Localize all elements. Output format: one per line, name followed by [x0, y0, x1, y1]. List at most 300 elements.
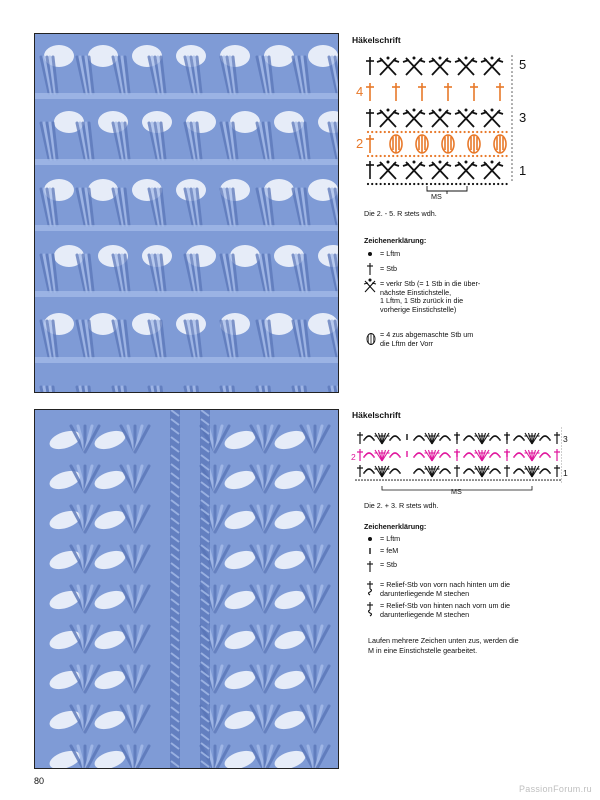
chain-band: [35, 291, 338, 297]
chain-dot: [423, 472, 425, 474]
row-marker-dot: [561, 427, 562, 428]
chain-dot: [401, 131, 403, 133]
shell-symbol: [375, 466, 390, 477]
row-marker-dot: [511, 95, 513, 97]
chain-dot: [493, 183, 495, 185]
chain-dot: [375, 183, 377, 185]
row-marker-dot: [511, 179, 513, 181]
row-marker-dot: [561, 466, 562, 467]
chain-dot: [472, 131, 474, 133]
crochet-chart-1: [352, 48, 542, 198]
chain-dot: [485, 183, 487, 185]
chain-dot: [489, 183, 491, 185]
chain-dot: [392, 183, 394, 185]
chain-dot: [506, 155, 508, 157]
row-marker-dot: [561, 481, 562, 482]
foundation-chain-dot: [532, 479, 534, 481]
verkr-stb-symbol: [455, 109, 477, 128]
foundation-chain-dot: [367, 479, 369, 481]
row-marker-dot: [511, 119, 513, 121]
chain-dot: [373, 472, 375, 474]
chain-band: [35, 93, 338, 99]
foundation-chain-dot: [433, 479, 435, 481]
foundation-chain-dot: [457, 479, 459, 481]
chain-dot: [455, 155, 457, 157]
row-marker-dot: [561, 430, 562, 431]
chain-dot: [447, 131, 449, 133]
foundation-chain-dot: [361, 479, 363, 481]
chain-dot: [422, 131, 424, 133]
foundation-chain-dot: [478, 479, 480, 481]
section2-repeat-note: Die 2. + 3. R stets wdh.: [364, 501, 439, 510]
section1-heading: Häkelschrift: [352, 35, 401, 45]
stb-symbol: [454, 465, 460, 477]
foundation-chain-dot: [481, 479, 483, 481]
foundation-chain-dot: [442, 479, 444, 481]
stb-symbol: [366, 135, 374, 153]
row-marker-dot: [511, 143, 513, 145]
chain-dot: [464, 183, 466, 185]
foundation-chain-dot: [445, 479, 447, 481]
stb-symbol: [366, 57, 374, 75]
row-marker-dot: [561, 457, 562, 458]
chain-dot: [497, 183, 499, 185]
chain-dot: [409, 131, 411, 133]
chain-dot: [413, 183, 415, 185]
chain-dot: [468, 155, 470, 157]
chain-dot: [384, 183, 386, 185]
chain-dot: [499, 472, 501, 474]
chain-dot: [489, 155, 491, 157]
verkr-stb-symbol: [377, 109, 399, 128]
chain-dot: [401, 155, 403, 157]
chart2-row-label-3: 3: [563, 434, 568, 444]
row-marker-dot: [561, 460, 562, 461]
cluster-symbol: [468, 135, 480, 153]
chain-dot: [384, 131, 386, 133]
foundation-chain-dot: [490, 479, 492, 481]
chain-dot: [380, 155, 382, 157]
chain-dot: [422, 155, 424, 157]
chain-dot: [422, 183, 424, 185]
chain-dot: [449, 439, 451, 441]
foundation-chain-dot: [556, 479, 558, 481]
stb-symbol: [366, 161, 374, 179]
foundation-chain-dot: [544, 479, 546, 481]
row-marker-dot: [511, 111, 513, 113]
verkr-stb-symbol: [481, 161, 503, 180]
legend1-cluster: = 4 zus abgemaschte Stb um die Lftm der Vorr: [380, 330, 474, 348]
foundation-chain-dot: [418, 479, 420, 481]
foundation-chain-dot: [517, 479, 519, 481]
chain-dot: [497, 131, 499, 133]
shell-symbol: [525, 450, 540, 461]
section2-legend-title: Zeichenerklärung:: [364, 522, 427, 531]
row-marker-dot: [561, 439, 562, 440]
row-marker-dot: [561, 469, 562, 470]
chain-dot: [426, 155, 428, 157]
chain-dot: [472, 155, 474, 157]
foundation-chain-dot: [496, 479, 498, 481]
foundation-chain-dot: [514, 479, 516, 481]
chain-dot: [375, 131, 377, 133]
row-marker-dot: [511, 55, 513, 57]
chain-dot: [426, 183, 428, 185]
chain-dot: [480, 131, 482, 133]
section1-repeat-note: Die 2. - 5. R stets wdh.: [364, 209, 437, 218]
chain-dot: [380, 131, 382, 133]
stb-symbol: [366, 109, 374, 127]
chain-dot: [499, 439, 501, 441]
chain-dot: [443, 183, 445, 185]
chain-dot: [493, 155, 495, 157]
crochet-sample-photo-1: [34, 33, 339, 393]
chain-dot: [388, 183, 390, 185]
legend2-relief-front: = Relief-Stb von vorn nach hinten um die darunterliegende M stechen: [380, 580, 511, 598]
chain-dot: [417, 131, 419, 133]
stb-symbol: [366, 83, 374, 101]
cluster-symbol: [390, 135, 402, 153]
shell-symbol: [375, 433, 390, 444]
row-marker-dot: [561, 454, 562, 455]
row-marker-dot: [511, 107, 513, 109]
stb-symbol: [554, 465, 560, 477]
foundation-chain-dot: [451, 479, 453, 481]
chain-dot: [438, 183, 440, 185]
chain-dot: [480, 183, 482, 185]
dagger-icon: [367, 561, 373, 572]
chain-dot: [501, 131, 503, 133]
chart1-ms-label: MS: [431, 192, 442, 201]
chain-dot: [443, 131, 445, 133]
chain-dot: [476, 131, 478, 133]
chain-dot: [371, 155, 373, 157]
row-marker-dot: [561, 475, 562, 476]
section1-legend-title: Zeichenerklärung:: [364, 236, 427, 245]
row-marker-dot: [561, 472, 562, 473]
verkr-stb-symbol: [403, 57, 425, 76]
chain-band: [35, 225, 338, 231]
legend2-stb: = Stb: [380, 560, 397, 569]
chain-dot: [451, 183, 453, 185]
chain-dot: [405, 155, 407, 157]
chain-dot: [367, 183, 369, 185]
page-number: 80: [34, 776, 45, 786]
verkr-stb-symbol: [403, 109, 425, 128]
chart1-row-label-4: 4: [356, 84, 364, 99]
relief-back-icon: [367, 602, 373, 616]
chain-dot: [371, 131, 373, 133]
foundation-chain-dot: [505, 479, 507, 481]
foundation-chain-dot: [412, 479, 414, 481]
row-marker-dot: [561, 478, 562, 479]
stb-symbol: [392, 83, 400, 101]
row-marker-dot: [511, 123, 513, 125]
chain-dot: [473, 472, 475, 474]
row-marker-dot: [511, 159, 513, 161]
foundation-chain-dot: [463, 479, 465, 481]
chain-dot: [468, 183, 470, 185]
shell-symbol: [475, 466, 490, 477]
foundation-chain-dot: [364, 479, 366, 481]
cluster-symbol: [494, 135, 506, 153]
shell-symbol: [475, 450, 490, 461]
row-marker-dot: [511, 71, 513, 73]
chain-dot: [455, 131, 457, 133]
verkr-stb-symbol: [377, 57, 399, 76]
chain-dot: [473, 456, 475, 458]
foundation-chain-dot: [550, 479, 552, 481]
foundation-chain-dot: [409, 479, 411, 481]
foundation-chain-dot: [424, 479, 426, 481]
watermark: PassionForum.ru: [518, 784, 592, 794]
chain-dot: [501, 183, 503, 185]
chain-dot: [485, 131, 487, 133]
chain-dot: [493, 131, 495, 133]
foundation-chain-dot: [427, 479, 429, 481]
chain-dot: [430, 183, 432, 185]
stb-symbol: [470, 83, 478, 101]
chain-dot: [380, 183, 382, 185]
foundation-chain-dot: [448, 479, 450, 481]
foundation-chain-dot: [358, 479, 360, 481]
row-marker-dot: [511, 59, 513, 61]
foundation-chain-dot: [487, 479, 489, 481]
row-marker-dot: [561, 436, 562, 437]
row-marker-dot: [511, 147, 513, 149]
foundation-chain-dot: [400, 479, 402, 481]
foundation-chain-dot: [460, 479, 462, 481]
foundation-chain-dot: [355, 479, 357, 481]
foundation-chain-dot: [394, 479, 396, 481]
cluster-icon: [367, 334, 375, 346]
legend2-lftm: = Lftm: [380, 534, 401, 543]
chart1-row-label-2: 2: [356, 136, 364, 151]
chain-dot: [405, 131, 407, 133]
chain-dot: [523, 439, 525, 441]
row-marker-dot: [511, 99, 513, 101]
chart2-ms-label: MS: [451, 487, 462, 496]
row-marker-dot: [511, 79, 513, 81]
foundation-chain-dot: [373, 479, 375, 481]
foundation-chain-dot: [499, 479, 501, 481]
foundation-chain-dot: [520, 479, 522, 481]
chain-dot: [506, 131, 508, 133]
row-marker-dot: [511, 163, 513, 165]
chain-dot: [476, 183, 478, 185]
chain-dot: [464, 131, 466, 133]
crochet-texture-1: [35, 34, 338, 392]
legend1-lftm: = Lftm: [380, 249, 401, 258]
verkr-stb-symbol: [429, 57, 451, 76]
chain-dot: [392, 155, 394, 157]
foundation-chain-dot: [475, 479, 477, 481]
chain-dot: [413, 131, 415, 133]
row-marker-dot: [511, 83, 513, 85]
row-marker-dot: [511, 91, 513, 93]
stb-symbol: [554, 432, 560, 444]
foundation-chain-dot: [382, 479, 384, 481]
foundation-chain-dot: [430, 479, 432, 481]
chain-dot: [523, 456, 525, 458]
chain-dot: [459, 131, 461, 133]
foundation-chain-dot: [541, 479, 543, 481]
dagger-icon: [367, 263, 373, 275]
chain-dot: [438, 131, 440, 133]
chain-dot: [409, 155, 411, 157]
chain-dot: [449, 456, 451, 458]
foundation-chain-dot: [454, 479, 456, 481]
chain-dot: [405, 183, 407, 185]
crochet-texture-2: [35, 410, 338, 768]
stb-symbol: [504, 465, 510, 477]
row-marker-dot: [511, 87, 513, 89]
foundation-chain-dot: [472, 479, 474, 481]
dot-icon: [368, 252, 372, 256]
chain-dot: [523, 472, 525, 474]
verkr-stb-symbol: [481, 57, 503, 76]
foundation-chain-dot: [523, 479, 525, 481]
chain-dot: [455, 183, 457, 185]
chain-dot: [396, 155, 398, 157]
chain-dot: [549, 472, 551, 474]
section2-note: Laufen mehrere Zeichen unten zus, werden die M in eine Einstichstelle gearbeitet.: [368, 636, 519, 655]
chain-dot: [409, 183, 411, 185]
section2-legend-icons: [362, 534, 382, 624]
chain-dot: [373, 439, 375, 441]
stb-symbol: [357, 432, 363, 444]
chain-dot: [426, 131, 428, 133]
chart2-row-label-1: 1: [563, 468, 568, 478]
foundation-chain-dot: [535, 479, 537, 481]
chain-dot: [367, 131, 369, 133]
chain-dot: [417, 155, 419, 157]
row-marker-dot: [511, 171, 513, 173]
chain-band: [35, 159, 338, 165]
stb-symbol: [357, 465, 363, 477]
chain-dot: [417, 183, 419, 185]
row-marker-dot: [511, 167, 513, 169]
legend1-verkr-stb: = verkr Stb (= 1 Stb in die über- nächste Einstichstelle, 1 Lftm, 1 Stb zurück in die vorherige Einstichstelle): [380, 279, 481, 314]
foundation-chain-dot: [421, 479, 423, 481]
chain-dot: [388, 131, 390, 133]
chain-dot: [459, 155, 461, 157]
row-marker-dot: [511, 131, 513, 133]
chart1-row-label-5: 5: [519, 57, 527, 72]
row-marker-dot: [511, 103, 513, 105]
foundation-chain-dot: [466, 479, 468, 481]
foundation-chain-dot: [415, 479, 417, 481]
foundation-chain-dot: [526, 479, 528, 481]
chain-dot: [396, 183, 398, 185]
chart1-row-label-1: 1: [519, 163, 527, 178]
row-marker-dot: [511, 135, 513, 137]
chain-dot: [447, 183, 449, 185]
row-marker-dot: [511, 115, 513, 117]
chain-dot: [438, 155, 440, 157]
chain-dot: [480, 155, 482, 157]
chain-dot: [399, 439, 401, 441]
chart2-row-label-2: 2: [351, 452, 356, 462]
row-marker-dot: [511, 127, 513, 129]
chain-dot: [473, 439, 475, 441]
shell-symbol: [525, 433, 540, 444]
foundation-chain-dot: [403, 479, 405, 481]
chain-dot: [501, 155, 503, 157]
chain-dot: [399, 456, 401, 458]
verkr-stb-symbol: [429, 109, 451, 128]
row-marker-dot: [511, 63, 513, 65]
foundation-chain-dot: [559, 479, 561, 481]
shell-symbol: [475, 433, 490, 444]
row-marker-dot: [511, 75, 513, 77]
row-marker-dot: [511, 155, 513, 157]
row-marker-dot: [561, 448, 562, 449]
foundation-chain-dot: [502, 479, 504, 481]
chain-dot: [476, 155, 478, 157]
foundation-chain-dot: [406, 479, 408, 481]
chain-dot: [396, 131, 398, 133]
chain-dot: [468, 131, 470, 133]
shell-symbol: [425, 466, 440, 477]
foundation-chain-dot: [391, 479, 393, 481]
chain-dot: [413, 155, 415, 157]
row-marker-dot: [561, 433, 562, 434]
stb-symbol: [418, 83, 426, 101]
foundation-chain-dot: [529, 479, 531, 481]
row-marker-dot: [561, 463, 562, 464]
row-marker-dot: [511, 175, 513, 177]
row-marker-dot: [511, 151, 513, 153]
foundation-chain-dot: [469, 479, 471, 481]
row-marker-dot: [561, 451, 562, 452]
chain-dot: [485, 155, 487, 157]
chain-dot: [371, 183, 373, 185]
shell-symbol: [375, 450, 390, 461]
row-marker-dot: [561, 442, 562, 443]
chain-dot: [472, 183, 474, 185]
chain-dot: [499, 456, 501, 458]
row-marker-dot: [511, 139, 513, 141]
foundation-chain-dot: [493, 479, 495, 481]
verkr-stb-symbol: [403, 161, 425, 180]
verkr-stb-symbol: [455, 57, 477, 76]
legend1-stb: = Stb: [380, 264, 397, 273]
verkr-stb-symbol: [481, 109, 503, 128]
foundation-chain-dot: [538, 479, 540, 481]
chain-dot: [375, 155, 377, 157]
foundation-chain-dot: [397, 479, 399, 481]
chain-dot: [367, 155, 369, 157]
shell-symbol: [525, 466, 540, 477]
foundation-chain-dot: [370, 479, 372, 481]
chain-dot: [430, 155, 432, 157]
foundation-chain-dot: [436, 479, 438, 481]
chain-dot: [449, 472, 451, 474]
crossed-stitch-icon: [364, 279, 376, 292]
crochet-sample-photo-2: [34, 409, 339, 769]
chain-dot: [447, 155, 449, 157]
chain-dot: [434, 131, 436, 133]
foundation-chain-dot: [547, 479, 549, 481]
stb-symbol: [357, 449, 363, 461]
stb-symbol: [496, 83, 504, 101]
chain-dot: [506, 183, 508, 185]
dot-icon: [368, 537, 372, 541]
legend2-relief-back: = Relief-Stb von hinten nach vorn um die darunterliegende M stechen: [380, 601, 511, 619]
chain-dot: [392, 131, 394, 133]
chain-dot: [489, 131, 491, 133]
